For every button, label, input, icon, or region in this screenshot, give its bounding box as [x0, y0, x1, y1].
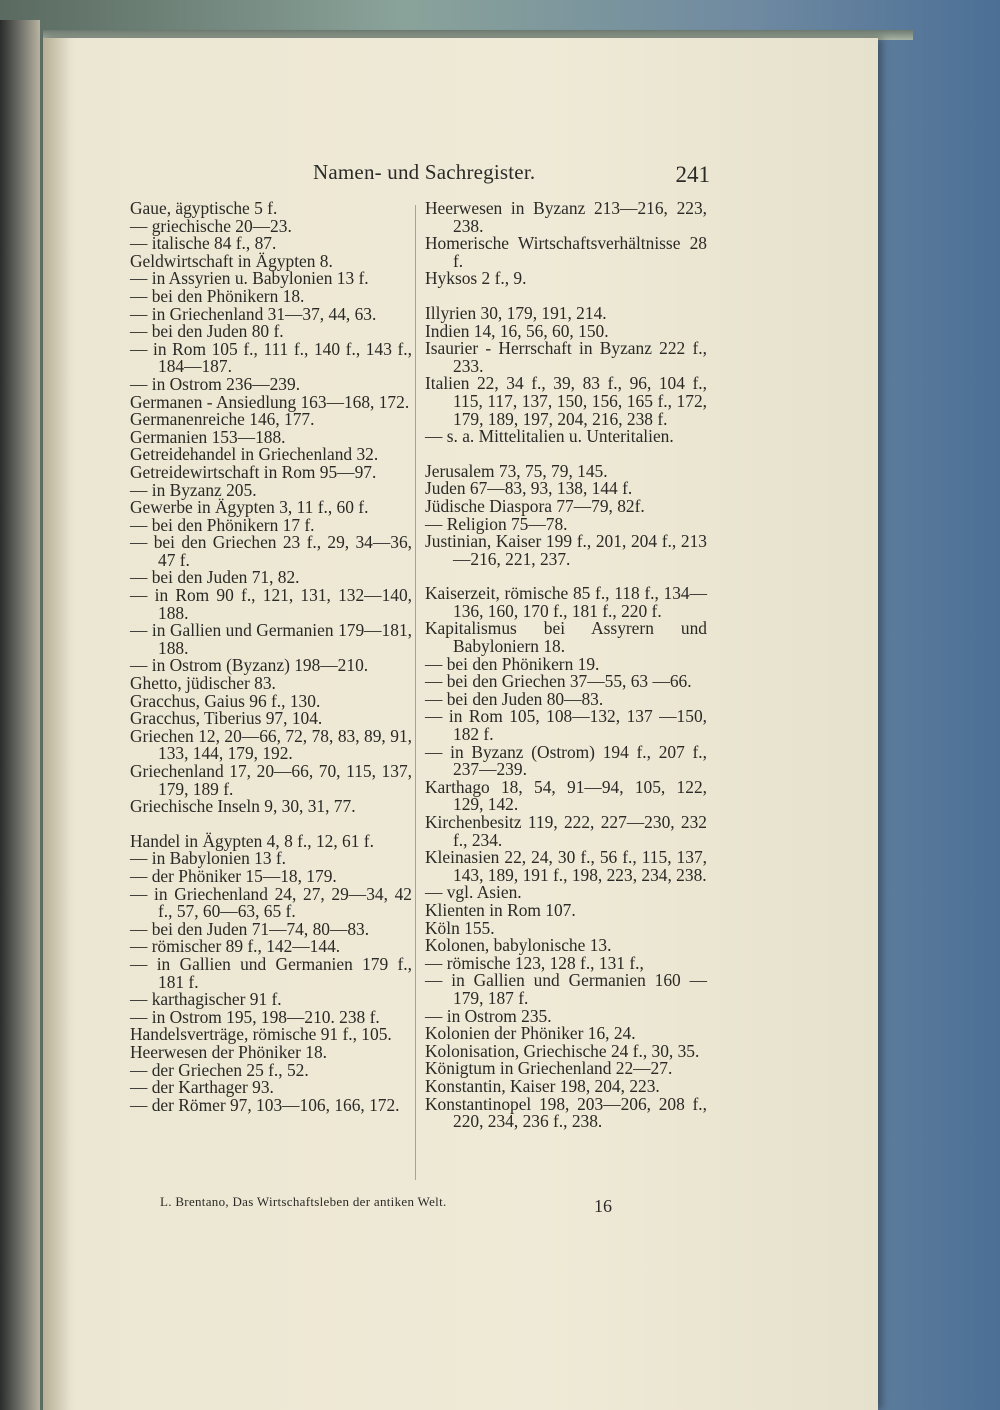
- index-entry: Italien 22, 34 f., 39, 83 f., 96, 104 f., 115, 117, 137, 150, 156, 165 f., 172, 179, 189, 197, 204, 216, 238 f.: [425, 373, 707, 429]
- index-entry: Geldwirtschaft in Ägypten 8.: [130, 250, 333, 271]
- index-entry: — bei den Juden 71—74, 80—83.: [130, 918, 370, 939]
- index-entry: Gracchus, Tiberius 97, 104.: [130, 708, 323, 729]
- index-entry: — vgl. Asien.: [425, 882, 522, 903]
- index-entry: — bei den Juden 71, 82.: [130, 567, 300, 588]
- index-entry: — in Assyrien u. Babylonien 13 f.: [130, 268, 369, 289]
- running-title: Namen- und Sachregister.: [313, 160, 536, 184]
- index-entry: Köln 155.: [425, 917, 495, 938]
- index-entry: — bei den Griechen 37—55, 63 —66.: [425, 671, 692, 692]
- index-entry: Kapitalismus bei Assyrern und Babyloniern 18.: [425, 618, 707, 657]
- index-entry: — in Rom 105, 108—132, 137 —150, 182 f.: [425, 706, 707, 745]
- index-entry: — in Griechenland 24, 27, 29—34, 42 f., 57, 60—63, 65 f.: [130, 883, 412, 922]
- index-entry: — karthagischer 91 f.: [130, 989, 282, 1010]
- index-entry: Handelsverträge, römische 91 f., 105.: [130, 1024, 392, 1045]
- index-entry: Isaurier - Herrschaft in Byzanz 222 f., 233.: [425, 338, 707, 376]
- index-column-right: [425, 200, 707, 1131]
- index-entry: — in Byzanz 205.: [130, 479, 257, 500]
- index-entry: — griechische 20—23.: [130, 215, 292, 236]
- index-entry: — bei den Phönikern 17 f.: [130, 514, 315, 535]
- index-entry: Jüdische Diaspora 77—79, 82f.: [425, 495, 645, 516]
- footer-citation: L. Brentano, Das Wirtschaftsleben der antiken Welt.: [160, 1194, 447, 1209]
- index-entry: Griechische Inseln 9, 30, 31, 77.: [130, 796, 356, 817]
- column-divider: [415, 205, 416, 1180]
- index-entry: Germanien 153—188.: [130, 426, 286, 447]
- index-entry: — römische 123, 128 f., 131 f.,: [425, 952, 644, 973]
- index-entry: Konstantin, Kaiser 198, 204, 223.: [425, 1075, 660, 1096]
- index-entry: Jerusalem 73, 75, 79, 145.: [425, 460, 608, 481]
- index-entry: — in Byzanz (Ostrom) 194 f., 207 f., 237—239.: [425, 741, 707, 780]
- index-entry: Justinian, Kaiser 199 f., 201, 204 f., 213—216, 221, 237.: [425, 531, 707, 569]
- index-entry: — in Rom 90 f., 121, 131, 132—140, 188.: [130, 585, 412, 623]
- index-entry: Kolonien der Phöniker 16, 24.: [425, 1023, 636, 1044]
- index-entry: — in Gallien und Germanien 160 —179, 187 f.: [425, 970, 707, 1008]
- index-entry: — bei den Juden 80 f.: [130, 321, 284, 342]
- index-entry: — der Griechen 25 f., 52.: [130, 1059, 309, 1080]
- index-entry: Königtum in Griechenland 22—27.: [425, 1058, 673, 1079]
- index-entry: — der Phöniker 15—18, 179.: [130, 865, 337, 886]
- index-entry: — in Babylonien 13 f.: [130, 848, 287, 869]
- index-entry: — in Ostrom (Byzanz) 198—210.: [130, 655, 369, 676]
- index-entry: Kleinasien 22, 24, 30 f., 56 f., 115, 137, 143, 189, 191 f., 198, 223, 234, 238.: [425, 847, 707, 885]
- index-entry: Griechen 12, 20—66, 72, 78, 83, 89, 91, 133, 144, 179, 192.: [130, 725, 412, 764]
- index-entry: Griechenland 17, 20—66, 70, 115, 137, 179, 189 f.: [130, 761, 412, 799]
- index-entry: — bei den Phönikern 19.: [425, 653, 600, 674]
- index-entry: Juden 67—83, 93, 138, 144 f.: [425, 478, 633, 499]
- index-entry: — s. a. Mittelitalien u. Unteritalien.: [425, 426, 674, 447]
- signature-mark: 16: [594, 1196, 612, 1216]
- index-entry: Kolonisation, Griechische 24 f., 30, 35.: [425, 1040, 700, 1061]
- index-entry: — in Gallien und Germanien 179 f., 181 f.: [130, 953, 412, 992]
- index-entry: — in Griechenland 31—37, 44, 63.: [130, 303, 377, 324]
- page-number: 241: [675, 162, 710, 187]
- index-entry: Karthago 18, 54, 91—94, 105, 122, 129, 142.: [425, 776, 707, 815]
- index-entry: — römischer 89 f., 142—144.: [130, 936, 341, 957]
- index-entry: Kirchenbesitz 119, 222, 227—230, 232 f., 234.: [425, 812, 707, 850]
- index-entry: Heerwesen in Byzanz 213—216, 223, 238.: [425, 198, 707, 236]
- gutter-shadow: [43, 38, 71, 1410]
- index-entry: — italische 84 f., 87.: [130, 233, 277, 254]
- cover-edge: [0, 20, 40, 1410]
- index-entry: Hyksos 2 f., 9.: [425, 268, 527, 289]
- index-entry: — bei den Phönikern 18.: [130, 285, 305, 306]
- index-entry: Getreidewirtschaft in Rom 95—97.: [130, 461, 377, 482]
- index-entry: Gracchus, Gaius 96 f., 130.: [130, 690, 321, 711]
- index-entry: Heerwesen der Phöniker 18.: [130, 1041, 328, 1062]
- index-entry: — Religion 75—78.: [425, 513, 568, 534]
- index-column-left: [130, 200, 412, 1114]
- index-entry: — in Gallien und Germanien 179—181, 188.: [130, 620, 412, 658]
- index-entry: Gaue, ägyptische 5 f.: [130, 198, 278, 218]
- index-entry: Klienten in Rom 107.: [425, 899, 576, 920]
- index-entry: Konstantinopel 198, 203—206, 208 f., 220, 234, 236 f., 238.: [425, 1093, 707, 1132]
- index-entry: — in Ostrom 195, 198—210. 238 f.: [130, 1006, 380, 1027]
- index-entry: Handel in Ägypten 4, 8 f., 12, 61 f.: [130, 830, 374, 851]
- index-entry: Homerische Wirtschaftsverhältnisse 28 f.: [425, 233, 707, 271]
- index-entry: Indien 14, 16, 56, 60, 150.: [425, 320, 609, 341]
- index-entry: Kaiserzeit, römische 85 f., 118 f., 134—136, 160, 170 f., 181 f., 220 f.: [425, 583, 707, 621]
- page-header: [130, 160, 710, 190]
- index-entry: Gewerbe in Ägypten 3, 11 f., 60 f.: [130, 497, 369, 518]
- index-entry: — bei den Griechen 23 f., 29, 34—36, 47 f.: [130, 532, 412, 570]
- index-entry: — in Rom 105 f., 111 f., 140 f., 143 f., 184—187.: [130, 338, 412, 377]
- index-entry: — in Ostrom 235.: [425, 1005, 552, 1026]
- index-entry: — in Ostrom 236—239.: [130, 373, 301, 394]
- index-entry: Illyrien 30, 179, 191, 214.: [425, 302, 607, 323]
- index-entry: — der Römer 97, 103—106, 166, 172.: [130, 1094, 400, 1115]
- index-entry: — der Karthager 93.: [130, 1077, 274, 1098]
- index-entry: Ghetto, jüdischer 83.: [130, 673, 276, 694]
- index-entry: Germanen - Ansiedlung 163—168, 172.: [130, 391, 410, 412]
- index-entry: Kolonen, babylonische 13.: [425, 935, 612, 956]
- index-entry: — bei den Juden 80—83.: [425, 688, 604, 709]
- index-entry: Germanenreiche 146, 177.: [130, 409, 315, 430]
- index-entry: Getreidehandel in Griechenland 32.: [130, 444, 379, 465]
